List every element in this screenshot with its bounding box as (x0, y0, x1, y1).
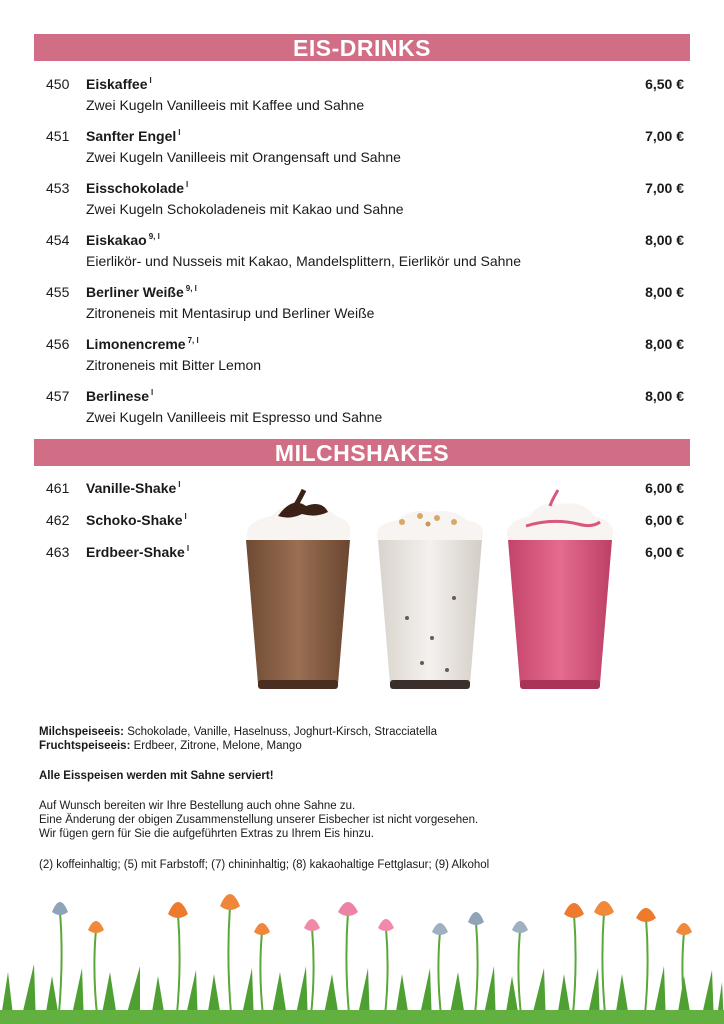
item-description: Zwei Kugeln Vanilleeis mit Espresso und Sahne (86, 409, 383, 425)
item-name: Schoko-Shake $^l$ (86, 512, 187, 528)
item-number: 454 (46, 232, 70, 248)
item-price: 8,00 € (645, 284, 684, 300)
item-description: Eierlikör- und Nusseis mit Kakao, Mandelsplittern, Eierlikör und Sahne (86, 253, 521, 269)
vanilla-shake-glass (377, 511, 483, 689)
item-allergen-note: 9, l (148, 232, 160, 241)
item-number: 455 (46, 284, 70, 300)
grass-ground (0, 1010, 724, 1024)
strawberry-shake-glass (507, 490, 613, 689)
item-description: Zitroneneis mit Bitter Lemon (86, 357, 262, 373)
milchspeiseeis-line: Milchspeiseeis: Schokolade, Vanille, Haselnuss, Joghurt-Kirsch, Stracciatella (39, 726, 438, 738)
milkshakes-image (232, 478, 677, 723)
item-name: Sanfter Engel $^l$ (86, 128, 181, 144)
item-price: 8,00 € (645, 388, 684, 404)
item-name: Berlinese $^l$ (86, 388, 154, 404)
item-allergen-note: 9, l (185, 284, 197, 293)
section-title-milchshakes: MILCHSHAKES (34, 439, 690, 466)
item-description: Zwei Kugeln Vanilleeis mit Orangensaft und Sahne (86, 149, 401, 165)
item-description: Zitroneneis mit Mentasirup und Berliner Weiße (86, 305, 375, 321)
item-allergen-note: l (186, 180, 189, 189)
item-number: 463 (46, 544, 70, 560)
item-allergen-note: 7, l (187, 336, 199, 345)
item-allergen-note: l (186, 544, 190, 553)
item-price: 6,50 € (645, 76, 684, 92)
item-price: 6,00 € (645, 480, 684, 496)
item-price: 6,00 € (645, 544, 684, 560)
chocolate-shake-glass (246, 490, 350, 689)
tulips-grass-decoration (0, 872, 724, 1024)
sahne-notice: Alle Eisspeisen werden mit Sahne serviert! (39, 770, 274, 782)
item-allergen-note: l (178, 128, 181, 137)
item-allergen-note: l (149, 76, 152, 85)
item-description: Zwei Kugeln Schokoladeneis mit Kakao und Sahne (86, 201, 404, 217)
item-price: 7,00 € (645, 180, 684, 196)
item-price: 7,00 € (645, 128, 684, 144)
item-price: 6,00 € (645, 512, 684, 528)
item-allergen-note: l (184, 512, 187, 521)
item-description: Zwei Kugeln Vanilleeis mit Kaffee und Sahne (86, 97, 365, 113)
item-name: Erdbeer-Shake $^l$ (86, 544, 190, 560)
order-notes (39, 799, 478, 841)
item-number: 456 (46, 336, 70, 352)
item-name: Eiskakao $^{9, l}$ (86, 232, 160, 248)
fruchtspeiseeis-line: Fruchtspeiseeis: Erdbeer, Zitrone, Melone, Mango (39, 740, 302, 752)
item-number: 450 (46, 76, 70, 92)
item-number: 453 (46, 180, 70, 196)
item-price: 8,00 € (645, 232, 684, 248)
tulip-heads (52, 894, 692, 935)
item-price: 8,00 € (645, 336, 684, 352)
item-name: Vanille-Shake $^l$ (86, 480, 181, 496)
ice-cream-varieties (39, 725, 437, 753)
item-name: Limonencreme $^{7, l}$ (86, 336, 199, 352)
order-note-line: Eine Änderung der obigen Zusammenstellung unserer Eisbecher ist nicht vorgesehen. (39, 814, 479, 826)
section-title-eis-drinks: EIS-DRINKS (34, 34, 690, 61)
item-number: 457 (46, 388, 70, 404)
item-number: 451 (46, 128, 70, 144)
item-name: Eisschokolade $^l$ (86, 180, 189, 196)
item-number: 461 (46, 480, 70, 496)
order-note-line: Auf Wunsch bereiten wir Ihre Bestellung auch ohne Sahne zu. (39, 800, 356, 812)
order-note-line: Wir fügen gern für Sie die aufgeführten Extras zu Ihrem Eis hinzu. (39, 828, 374, 840)
item-allergen-note: l (151, 388, 154, 397)
item-name: Eiskaffee $^l$ (86, 76, 152, 92)
item-allergen-note: l (178, 480, 181, 489)
item-number: 462 (46, 512, 70, 528)
additive-legend: (2) koffeinhaltig; (5) mit Farbstoff; (7) chininhaltig; (8) kakaohaltige Fettglasur; (9) Alkohol (39, 859, 490, 871)
item-name: Berliner Weiße $^{9, l}$ (86, 284, 197, 300)
